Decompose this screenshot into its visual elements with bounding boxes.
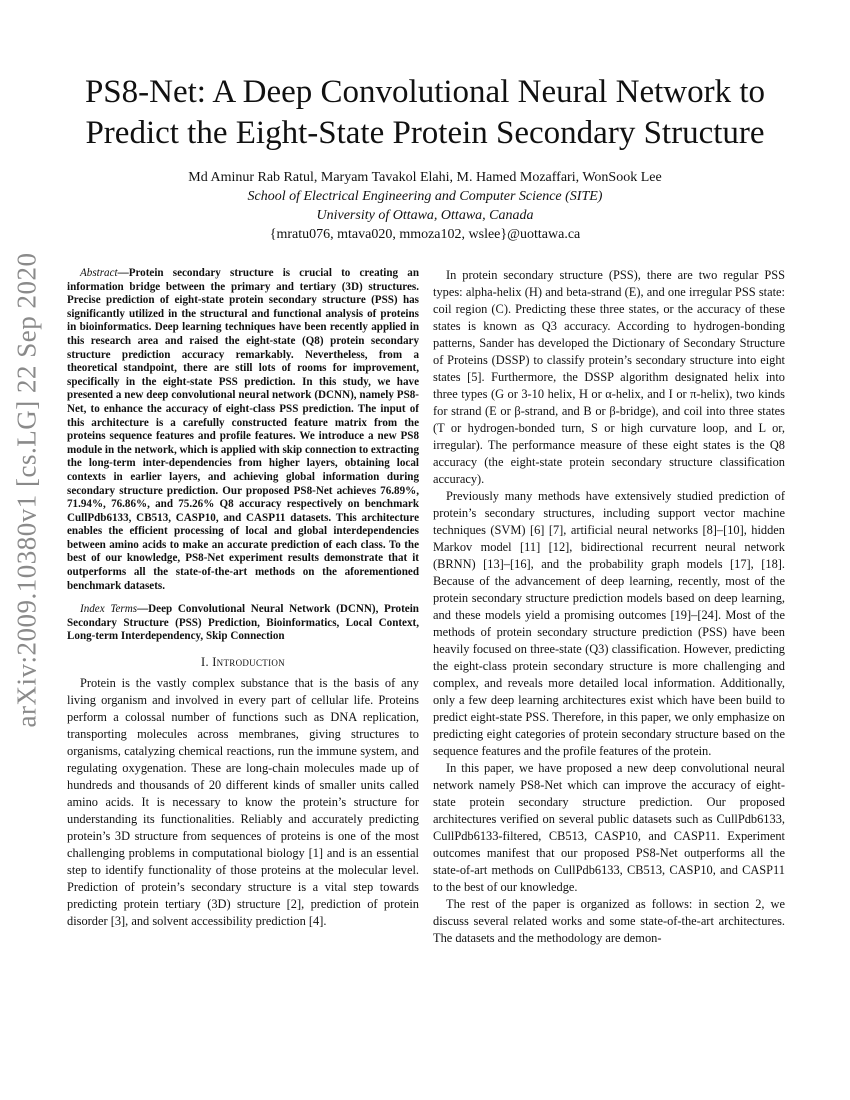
arxiv-stamp [2,252,52,728]
intro-paragraph-1: Protein is the vastly complex substance that is the basis of any living organism and involved in every part of cellular life. Proteins perform a colossal number of functions such as DNA replication, transporting molecules across membranes, giving structures to organisms, catalyzing chemical reactions, run the immune system, and regulating oxygenation. These are long-chain molecules made up of hundreds and thousands of 20 different kinds of smaller units called amino acids. It is necessary to know the protein’s structure for understanding its functionalities. Reliably and accurately predicting protein’s 3D structure from sequences of proteins is one of the most challenging problems in computational biology [1] and is an essential step to identify functionality of those proteins at the molecular level. Prediction of protein’s secondary structure is a vital step towards predicting protein tertiary (3D) structure [2], prediction of protein disorder [3], and solvent accessibility prediction [4]. [67,676,419,929]
right-paragraph-1: In protein secondary structure (PSS), there are two regular PSS types: alpha-helix (H) and beta-strand (E), and one irregular PSS state: coil region (C). Predicting these three states, or the accuracy of these states is known as Q3 accuracy. According to hydrogen-bonding patterns, Sander has developed the Dictionary of Secondary Structure of Proteins (DSSP) to classify protein’s secondary structure into eight states [5]. Furthermore, the DSSP algorithm designated helix into three types (G or 3-10 helix, H or α-helix, and I or π-helix), two kinds for strand (E or β-strand, and B or β-bridge), and coil into three states (T or hydrogen-bonded turn, S or high curvature loop, and L or, irregular). The performance measure of these eight states is the Q8 accuracy (the eight-state protein secondary structure classification accuracy). [433,268,785,486]
right-paragraph-3: In this paper, we have proposed a new deep convolutional neural network namely PS8-Net which can improve the accuracy of eight-state protein secondary structure prediction. Our proposed architectures verified on several public datasets such as CullPdb6133, CullPdb6133-filtered, CB513, CASP10, and CASP11. Experiment outcomes manifest that our proposed PS8-Net outperforms all the state-of-art methods on CullPdb6133, CB513, CASP10, and CASP11 to the best of our knowledge. [433,761,785,894]
arxiv-identifier: arXiv:2009.10380v1 [cs.LG] 22 Sep 2020 [11,252,42,728]
author-names: Md Aminur Rab Ratul, Maryam Tavakol Elahi, M. Hamed Mozaffari, WonSook Lee [188,170,662,185]
abstract-text: —Protein secondary structure is crucial to creating an information bridge between the primary and tertiary (3D) structures. Precise prediction of eight-state protein secondary structure (PSS) has significantly utilized in the structural and functional analysis of proteins in bioinformatics. Deep learning techniques have been recently applied in this research area and raised the eight-state (Q8) protein secondary structure prediction accuracy remarkably. Nevertheless, from a theoretical standpoint, there are still lots of rooms for improvement, specifically in the eight-state PSS prediction. In this study, we have presented a new deep convolutional neural network (DCNN), namely PS8-Net, to enhance the accuracy of eight-class PSS prediction. The input of this architecture is a carefully constructed feature matrix from the proteins sequence features and profile features. We introduce a new PS8 module in the network, which is applied with skip connection to extracting the long-term inter-dependencies from higher layers, obtaining local contexts in earlier layers, and achieving global information during secondary structure prediction. Our proposed PS8-Net achieves 76.89%, 71.94%, 76.86%, and 75.26% Q8 accuracy respectively on benchmark CullPdb6133, CB513, CASP10, and CASP11 datasets. This architecture enables the efficient processing of local and global interdependencies between amino acids to make an accurate prediction of each class. To the best of our knowledge, PS8-Net experiment results demonstrate that it outperforms all the state-of-the-art methods on the aforementioned benchmark datasets. [67,267,419,592]
abstract-label: Abstract [80,267,118,279]
index-terms [67,603,419,644]
paper-title [60,72,790,154]
right-paragraph-4: The rest of the paper is organized as follows: in section 2, we discuss several related works and some state-of-the-art architectures. The datasets and the methodology are demon- [433,897,785,945]
right-column [433,267,785,947]
section-heading-introduction [67,654,419,671]
title-line-2: Predict the Eight-State Protein Secondary Structure [85,115,765,151]
author-block [60,168,790,244]
title-line-1: PS8-Net: A Deep Convolutional Neural Network to [84,74,766,110]
section-number: I. [201,655,213,670]
index-terms-text: —Deep Convolutional Neural Network (DCNN), Protein Secondary Structure (PSS) Prediction, Bioinformatics, Local Context, Long-term Interdependency, Skip Connection [67,603,419,643]
index-terms-label: Index Terms [80,603,138,616]
affiliation-school: School of Electrical Engineering and Computer Science (SITE) [247,189,603,204]
abstract [67,267,419,593]
section-title: Introduction [212,655,285,670]
author-emails: {mratu076, mtava020, mmoza102, wslee}@uottawa.ca [269,227,581,242]
right-paragraph-2: Previously many methods have extensively studied prediction of protein’s secondary structures, including support vector machine techniques (SVM) [6] [7], artificial neural networks [8]–[10], hidden Markov model [11] [12], bidirectional recurrent neural network (BRNN) [13]–[16], and the probability graph models [17], [18]. Because of the advancement of deep learning, recently, most of the protein secondary structure prediction models based on deep learning, and these models yield a promising outcomes [19]–[24]. Most of the methods of protein secondary structure prediction (PSS) have been heavily focused on three-state (Q3) classification. However, predicting the eight-class protein secondary structure is more challenging and complex, and reveals more detailed local information. Additionally, only a few deep learning architectures exist which have been build to predict eight-state PSS. Therefore, in this paper, we only emphasize on predicting eight categories of protein secondary structure based on the sequence features and the profile features of the protein. [433,489,785,758]
left-column [67,267,419,930]
affiliation-university: University of Ottawa, Ottawa, Canada [316,208,534,223]
